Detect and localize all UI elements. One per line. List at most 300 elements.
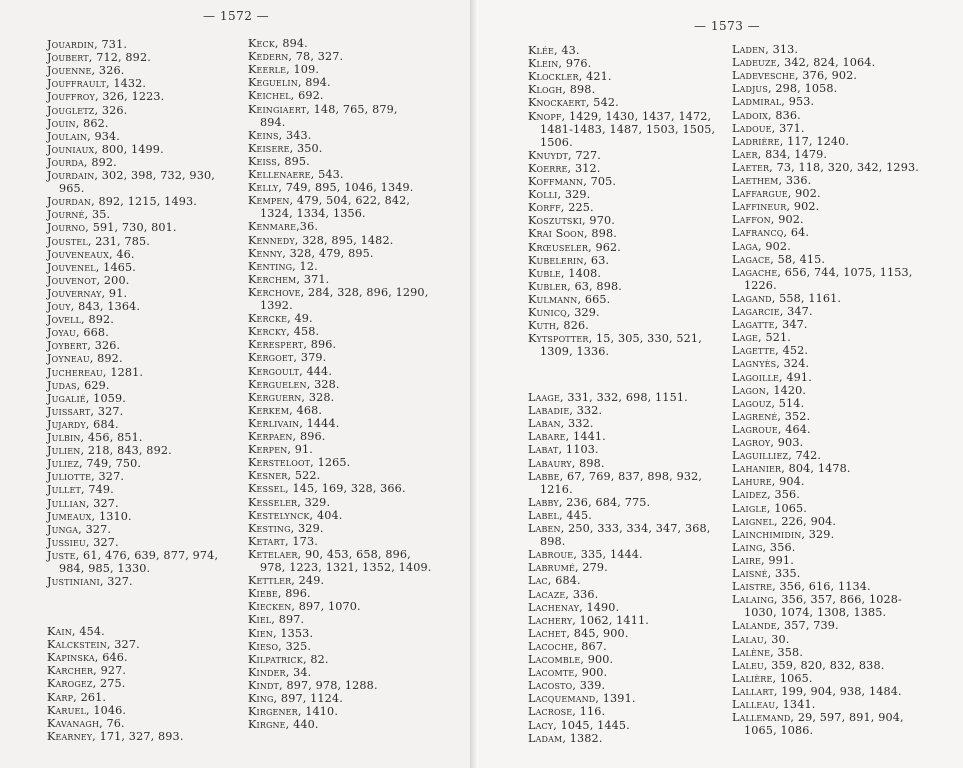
entry-page-refs: , 371. xyxy=(296,272,330,286)
index-entry xyxy=(528,666,607,679)
entry-surname: Lahure xyxy=(732,475,772,489)
index-entry xyxy=(528,149,601,162)
entry-surname: Lacomte xyxy=(528,666,575,680)
entry-page-refs: , 684. xyxy=(547,574,581,588)
entry-page-refs: , 962. xyxy=(588,240,622,254)
entry-page-refs: , 892. xyxy=(81,313,114,327)
entry-page-refs-continued: 1392. xyxy=(260,298,293,312)
entry-page-refs: , 1391. xyxy=(595,692,636,706)
index-entry xyxy=(248,613,304,626)
entry-page-refs: , 558, 1161. xyxy=(771,291,842,305)
entry-surname: Jouffroy xyxy=(47,90,95,104)
entry-page-refs: , 249. xyxy=(291,574,325,588)
entry-surname: Kapinska xyxy=(47,651,95,665)
entry-page-refs: , 458. xyxy=(286,325,320,339)
entry-page-refs: , 332. xyxy=(560,417,594,431)
entry-surname: Jouniaux xyxy=(47,142,95,156)
entry-surname: Kesting xyxy=(248,521,291,535)
index-entry xyxy=(528,254,609,267)
entry-page-refs: , 521. xyxy=(758,331,791,345)
entry-page-refs: , 327. xyxy=(91,470,125,484)
entry-page-refs-continued: 898. xyxy=(540,535,566,549)
index-entry xyxy=(248,535,318,548)
entry-page-refs: , 326, 1223. xyxy=(94,90,165,104)
index-entry xyxy=(248,456,350,469)
entry-page-refs: , 78, 327. xyxy=(288,50,344,64)
entry-page-refs: , 64. xyxy=(783,226,810,240)
entry-surname: Kenmare xyxy=(248,220,297,234)
index-entry xyxy=(248,692,343,705)
entry-page-refs-continued: 1481-1483, 1487, 1503, 1505, xyxy=(540,122,716,136)
entry-surname: Laffargue xyxy=(732,187,788,201)
entry-surname: Lacaze xyxy=(528,587,566,601)
entry-page-refs: , 692. xyxy=(290,89,324,103)
entry-surname: Jumeaux xyxy=(47,509,92,523)
entry-surname: Kiebe xyxy=(248,587,278,601)
index-entry xyxy=(47,431,143,444)
entry-surname: Kerguern xyxy=(248,390,302,404)
index-entry xyxy=(732,711,904,737)
entry-surname: Justiniani xyxy=(47,575,100,589)
index-entry xyxy=(732,567,801,580)
entry-surname: Ladevesche xyxy=(732,69,795,83)
entry-surname: Juste xyxy=(47,548,76,562)
entry-surname: Kien xyxy=(248,626,273,640)
entry-page-refs: , 934. xyxy=(87,129,121,143)
entry-page-refs: , 464. xyxy=(777,422,811,436)
index-entry xyxy=(47,51,151,64)
entry-surname: Laignel xyxy=(732,514,774,528)
entry-page-refs: , 1465. xyxy=(95,260,136,274)
entry-surname: Jullian xyxy=(47,496,86,510)
entry-surname: Jujardy xyxy=(47,417,86,431)
entry-page-refs: , 1341. xyxy=(775,698,816,711)
index-entry xyxy=(248,679,378,692)
entry-surname: Lagouz xyxy=(732,396,772,410)
entry-surname: Knockaert xyxy=(528,96,586,110)
index-entry xyxy=(47,664,126,677)
entry-surname: Kirgener xyxy=(248,705,298,719)
entry-page-refs: , 897, 1070. xyxy=(291,600,361,614)
entry-page-refs: , 902. xyxy=(757,239,791,253)
index-entry xyxy=(528,332,702,358)
index-entry xyxy=(732,502,807,515)
entry-surname: Kedern xyxy=(248,50,289,64)
index-entry xyxy=(47,470,124,483)
entry-surname: Lacosto xyxy=(528,679,573,693)
index-entry xyxy=(47,704,126,717)
entry-page-refs: , 376, 902. xyxy=(795,69,858,83)
entry-surname: Klée xyxy=(528,44,554,57)
entry-surname: Koffmann xyxy=(528,175,584,188)
entry-page-refs: , 800, 1499. xyxy=(94,142,164,156)
index-entry xyxy=(528,548,643,561)
entry-page-refs: , 49. xyxy=(287,312,313,326)
index-entry xyxy=(528,83,595,96)
entry-page-refs: , 82. xyxy=(302,652,329,666)
entry-surname: Jouvenel xyxy=(47,260,96,274)
entry-surname: Lafrancq xyxy=(732,226,784,240)
entry-page-refs: , 991. xyxy=(760,553,794,567)
index-entry xyxy=(732,528,834,541)
entry-page-refs: , 76. xyxy=(99,716,125,730)
entry-page-refs: , 665. xyxy=(577,292,611,306)
entry-surname: Lalière xyxy=(732,671,773,685)
index-entry xyxy=(47,352,123,365)
index-entry xyxy=(248,312,313,325)
entry-page-refs: , 896. xyxy=(303,338,337,352)
index-entry xyxy=(248,325,319,338)
entry-surname: Laben xyxy=(528,522,561,535)
entry-surname: Labare xyxy=(528,430,566,444)
entry-surname: Koszutski xyxy=(528,214,583,228)
entry-surname: Kennedy xyxy=(248,233,295,247)
index-entry xyxy=(528,214,615,227)
entry-surname: Ladmiral xyxy=(732,95,782,109)
entry-surname: Keguelin xyxy=(248,76,298,90)
entry-page-refs: , 684. xyxy=(85,417,119,431)
entry-page-refs: , 1065. xyxy=(766,501,808,515)
entry-page-refs: , 15, 305, 330, 521, xyxy=(588,332,702,346)
entry-page-refs: , 43. xyxy=(553,44,580,57)
index-entry xyxy=(47,117,109,130)
entry-page-refs: , 445. xyxy=(559,508,592,522)
entry-surname: Jouin xyxy=(47,116,76,130)
entry-surname: Juliotte xyxy=(47,470,92,484)
index-entry xyxy=(248,627,313,640)
index-entry xyxy=(248,351,326,364)
index-entry xyxy=(47,156,117,169)
entry-page-refs: , 902. xyxy=(787,187,821,201)
entry-page-refs: , 421. xyxy=(578,70,612,84)
entry-surname: Kersteloot xyxy=(248,456,311,470)
entry-page-refs: , 356, 357, 866, 1028- xyxy=(773,593,902,607)
entry-page-refs: , 342, 824, 1064. xyxy=(776,56,876,70)
index-entry xyxy=(528,96,619,109)
entry-surname: Jouvenot xyxy=(47,273,97,287)
entry-surname: Lagroy xyxy=(732,436,771,449)
entry-page-refs: , 896. xyxy=(292,430,326,443)
index-entry xyxy=(528,175,616,188)
index-entry xyxy=(248,718,319,731)
entry-surname: Julien xyxy=(47,444,81,458)
entry-surname: Juchereau xyxy=(47,365,103,379)
index-entry xyxy=(528,457,605,470)
index-entry xyxy=(528,417,594,430)
entry-surname: Junga xyxy=(47,522,79,536)
index-entry xyxy=(732,109,801,122)
entry-surname: Julbin xyxy=(47,431,81,444)
entry-surname: Laisné xyxy=(732,567,768,580)
entry-surname: Lalène xyxy=(732,645,771,659)
entry-surname: Kercke xyxy=(248,312,288,326)
index-entry xyxy=(47,313,114,326)
entry-page-refs: , 898. xyxy=(562,83,596,97)
index-entry xyxy=(528,509,592,522)
entry-page-refs: , 1429, 1430, 1437, 1472, xyxy=(561,109,712,123)
entry-page-refs: , 1045, 1445. xyxy=(553,718,630,732)
index-entry xyxy=(732,148,827,161)
entry-surname: Jugalié xyxy=(47,391,86,405)
index-entry xyxy=(528,241,621,254)
entry-surname: Ketart xyxy=(248,534,285,548)
entry-surname: Jourda xyxy=(47,155,84,169)
index-entry xyxy=(248,587,311,600)
index-column xyxy=(528,0,723,768)
entry-page-refs: , 58, 415. xyxy=(770,252,826,266)
index-entry xyxy=(248,76,331,89)
index-entry xyxy=(528,391,688,404)
entry-page-refs: , 897, 1124. xyxy=(273,692,343,705)
entry-page-refs: , 892. xyxy=(83,155,117,169)
entry-page-refs: , 109. xyxy=(286,63,320,77)
entry-page-refs: , 328. xyxy=(306,377,340,391)
index-entry xyxy=(732,43,798,56)
index-entry xyxy=(528,692,636,705)
index-entry xyxy=(732,410,810,423)
index-entry xyxy=(47,235,150,248)
index-entry xyxy=(47,497,119,510)
entry-surname: Joulain xyxy=(47,129,88,143)
entry-page-refs: , 1420. xyxy=(765,383,807,397)
entry-page-refs: , 332. xyxy=(569,404,603,418)
index-entry xyxy=(528,430,606,443)
entry-page-refs: , 335. xyxy=(767,567,801,580)
entry-page-refs: , 173. xyxy=(285,534,318,548)
index-entry xyxy=(732,318,808,331)
entry-page-refs: , 379. xyxy=(293,351,327,365)
index-entry xyxy=(47,38,127,51)
entry-surname: Ladeuze xyxy=(732,56,777,70)
index-entry xyxy=(732,593,902,619)
entry-surname: Lalleau xyxy=(732,698,776,711)
index-entry xyxy=(47,77,146,90)
entry-surname: Kerchove xyxy=(248,285,301,299)
index-entry xyxy=(47,418,119,431)
right-page xyxy=(478,0,963,768)
index-entry xyxy=(47,90,164,103)
index-entry xyxy=(528,443,599,456)
entry-surname: Juissart xyxy=(47,404,91,418)
entry-page-refs: , 298, 1058. xyxy=(767,82,838,96)
entry-surname: Kercky xyxy=(248,325,287,339)
entry-page-refs: , 328, 479, 895. xyxy=(282,246,374,260)
entry-surname: Ladrière xyxy=(732,134,780,148)
entry-page-refs: , 543. xyxy=(310,168,344,181)
entry-page-refs-continued: 1226. xyxy=(744,278,777,292)
entry-surname: Kesseler xyxy=(248,495,298,509)
index-entry xyxy=(47,300,140,313)
entry-page-refs: , 749. xyxy=(80,483,114,497)
entry-surname: Labbe xyxy=(528,469,560,483)
index-entry xyxy=(47,379,110,392)
index-entry xyxy=(528,201,594,214)
entry-page-refs: , 668. xyxy=(75,326,109,340)
index-column xyxy=(248,0,470,768)
entry-surname: Laffon xyxy=(732,213,771,227)
entry-page-refs: , 225. xyxy=(560,201,594,215)
index-entry xyxy=(248,129,312,142)
entry-page-refs: , 347. xyxy=(779,305,813,318)
entry-surname: Lallart xyxy=(732,684,774,698)
index-entry xyxy=(248,142,323,155)
entry-page-refs: , 275. xyxy=(92,677,126,691)
index-entry xyxy=(47,638,140,651)
entry-surname: Kenny xyxy=(248,246,283,260)
index-entry xyxy=(732,56,875,69)
entry-surname: Lachet xyxy=(528,626,567,640)
entry-surname: Kergoet xyxy=(248,351,294,365)
entry-page-refs: , 63. xyxy=(583,253,610,267)
entry-surname: Labby xyxy=(528,495,559,509)
entry-surname: Keichel xyxy=(248,89,291,103)
entry-page-refs: , 1353. xyxy=(272,626,314,640)
index-entry xyxy=(528,293,610,306)
index-entry xyxy=(47,195,197,208)
entry-page-refs: , 1408. xyxy=(560,266,602,280)
index-entry xyxy=(732,305,813,318)
index-entry xyxy=(732,253,825,266)
index-entry xyxy=(248,496,330,509)
index-entry xyxy=(732,174,811,187)
index-entry xyxy=(47,248,135,261)
entry-page-refs: , 1432. xyxy=(105,77,147,91)
entry-surname: Kelly xyxy=(248,181,279,195)
entry-surname: Label xyxy=(528,508,559,522)
entry-page-refs: , 336. xyxy=(778,174,812,187)
entry-page-refs: , 836. xyxy=(767,108,801,122)
index-entry xyxy=(47,523,111,536)
entry-surname: Lagatte xyxy=(732,318,775,332)
index-entry xyxy=(47,339,120,352)
index-entry xyxy=(248,63,319,76)
entry-page-refs: , 329. xyxy=(566,306,600,319)
entry-surname: Laeter xyxy=(732,160,770,174)
index-entry xyxy=(732,161,919,174)
entry-surname: Kettler xyxy=(248,574,292,588)
index-entry xyxy=(47,730,184,743)
entry-surname: Koerre xyxy=(528,161,568,175)
entry-page-refs: , 452. xyxy=(775,344,809,358)
entry-page-refs: , 976. xyxy=(558,57,592,71)
entry-surname: Kavanagh xyxy=(47,716,100,730)
entry-page-refs: , 903. xyxy=(770,436,804,449)
index-entry xyxy=(732,240,791,253)
entry-surname: Klein xyxy=(528,57,559,71)
entry-surname: Jouardin xyxy=(47,38,95,51)
entry-page-refs: , 444. xyxy=(299,364,333,378)
index-entry xyxy=(732,554,794,567)
index-entry xyxy=(248,247,374,260)
entry-surname: Lagarcie xyxy=(732,305,780,318)
index-entry xyxy=(47,366,143,379)
index-entry xyxy=(47,274,129,287)
entry-surname: Ladam xyxy=(528,731,563,745)
index-entry xyxy=(732,357,809,370)
index-entry xyxy=(47,510,132,523)
index-entry xyxy=(47,691,106,704)
entry-page-refs: , 727. xyxy=(568,148,601,162)
entry-page-refs: , 834, 1479. xyxy=(757,147,828,161)
index-entry xyxy=(248,469,320,482)
entry-page-refs: , 90, 453, 658, 896, xyxy=(297,547,411,561)
entry-surname: Laire xyxy=(732,553,761,567)
index-entry xyxy=(528,561,608,574)
index-entry xyxy=(732,187,821,200)
index-entry xyxy=(732,541,795,554)
entry-surname: Keins xyxy=(248,128,279,142)
entry-page-refs: , 902. xyxy=(770,213,804,227)
index-entry xyxy=(248,194,410,220)
index-entry xyxy=(47,221,177,234)
index-entry xyxy=(47,536,119,549)
entry-surname: Jougletz xyxy=(47,103,95,117)
entry-surname: Joustel xyxy=(47,234,88,248)
entry-page-refs: , 1062, 1411. xyxy=(572,613,649,627)
entry-page-refs: , 591, 730, 801. xyxy=(85,221,177,235)
entry-page-refs-continued: 1506. xyxy=(540,135,573,149)
entry-page-refs: , 862. xyxy=(75,116,109,130)
entry-surname: Laistre xyxy=(732,580,773,594)
entry-surname: Kempen xyxy=(248,194,290,208)
entry-page-refs: , 1310. xyxy=(91,509,132,523)
entry-surname: Kilpatrick xyxy=(248,652,303,666)
entry-page-refs: , 200. xyxy=(96,273,130,287)
index-entry xyxy=(732,213,804,226)
index-entry xyxy=(732,292,841,305)
entry-surname: Krai Soon xyxy=(528,227,585,241)
entry-surname: Kiecken xyxy=(248,600,292,614)
index-entry xyxy=(732,82,837,95)
entry-page-refs: , 329. xyxy=(557,188,591,202)
entry-page-refs: , 218, 843, 892. xyxy=(80,444,172,458)
index-entry xyxy=(732,685,902,698)
index-entry xyxy=(248,666,311,679)
index-entry xyxy=(47,169,215,195)
index-entry xyxy=(528,188,590,201)
index-entry xyxy=(732,135,849,148)
entry-page-refs: , 357, 739. xyxy=(776,619,839,633)
entry-surname: Karuel xyxy=(47,703,86,717)
entry-page-refs: , 731. xyxy=(94,38,128,51)
entry-surname: Lalaing xyxy=(732,593,774,607)
entry-page-refs: , 91. xyxy=(287,443,313,457)
entry-page-refs: , 171, 327, 893. xyxy=(92,729,184,743)
index-entry xyxy=(528,640,607,653)
index-entry xyxy=(732,475,805,488)
index-entry xyxy=(528,679,605,692)
entry-page-refs: , 261. xyxy=(73,690,107,704)
entry-surname: Joubert xyxy=(47,51,89,65)
entry-page-refs: , 61, 476, 639, 877, 974, xyxy=(75,548,219,562)
index-entry xyxy=(732,646,803,659)
entry-page-refs: , 329. xyxy=(297,495,331,509)
entry-page-refs: , 326. xyxy=(94,103,128,117)
index-entry xyxy=(248,574,324,587)
entry-surname: Lagon xyxy=(732,383,766,397)
entry-page-refs: , 324. xyxy=(776,357,810,371)
entry-surname: Ladjus xyxy=(732,82,768,96)
index-entry xyxy=(732,449,821,462)
entry-surname: Laage xyxy=(528,391,560,404)
index-entry xyxy=(47,392,126,405)
index-entry xyxy=(732,69,857,82)
entry-surname: Ladoix xyxy=(732,108,768,122)
book-gutter xyxy=(470,0,478,768)
entry-page-refs: , 522. xyxy=(287,469,321,483)
index-entry xyxy=(248,600,361,613)
entry-surname: Lagace xyxy=(732,252,771,266)
